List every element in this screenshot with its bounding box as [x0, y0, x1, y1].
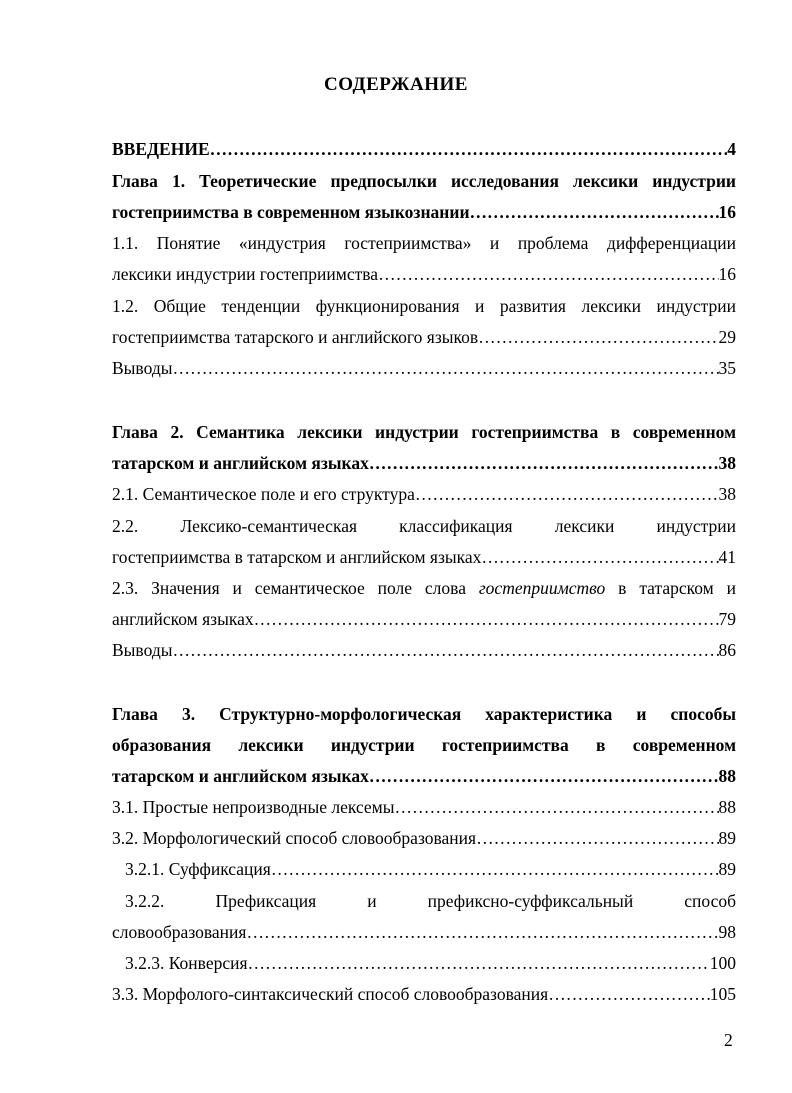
toc-page-number: 29 [718, 327, 736, 347]
leader-dots [476, 826, 718, 850]
leader-dots [248, 951, 710, 975]
toc-section-1-2-line1: 1.2. Общие тенденции функционирования и развития лексики индустрии [112, 296, 736, 316]
toc-chapter3-title-line1: Глава 3. Структурно-морфологическая характеристика и способы [112, 704, 736, 724]
leader-dots [481, 545, 718, 569]
leader-dots [415, 482, 719, 506]
leader-dots [369, 451, 719, 475]
toc-section-3-1 [112, 795, 736, 819]
toc-section-1-1-line2 [112, 262, 736, 286]
toc-chapter2-title-line2 [112, 451, 736, 475]
toc-entry-label: лексики индустрии гостеприимства [112, 264, 379, 284]
toc-chapter2-conclusions [112, 638, 736, 662]
toc-chapter1-conclusions [112, 356, 736, 380]
toc-page-number: 86 [718, 640, 736, 660]
toc-page-number: 79 [718, 609, 736, 629]
toc-section-3-2-2-line2 [112, 920, 736, 944]
leader-dots [369, 764, 719, 788]
leader-dots [478, 325, 718, 349]
toc-chapter1-title-line2 [112, 200, 736, 224]
toc-page-number: 98 [718, 922, 736, 942]
toc-section-3-2-2-line1: 3.2.2. Префиксация и префиксно-суффиксальный способ [125, 891, 736, 911]
toc-page-number: 35 [718, 358, 736, 378]
leader-dots [271, 857, 719, 881]
leader-dots [470, 200, 719, 224]
toc-page-number: 100 [709, 953, 736, 973]
toc-page-number: 16 [718, 202, 736, 222]
toc-page-number: 38 [718, 484, 736, 504]
toc-section-2-3-line1 [112, 576, 736, 600]
toc-section-2-1 [112, 482, 736, 506]
toc-section-3-2 [112, 826, 736, 850]
page-number: 2 [724, 1030, 733, 1050]
toc-section-3-2-1 [125, 857, 736, 881]
toc-section-1-2-line2 [112, 325, 736, 349]
toc-entry-label: 3.2.3. Конверсия [125, 953, 248, 973]
toc-entry-label: 3.1. Простые непроизводные лексемы [112, 797, 395, 817]
page-title: СОДЕРЖАНИЕ [324, 74, 468, 95]
leader-dots [395, 795, 719, 819]
toc-section-1-1-line1: 1.1. Понятие «индустрия гостеприимства» и проблема дифференциации [112, 233, 736, 253]
leader-dots [254, 607, 719, 631]
toc-entry-label: 2.1. Семантическое поле и его структура [112, 484, 415, 504]
toc-page-number: 105 [709, 984, 736, 1004]
toc-entry-label: 3.2.1. Суффиксация [125, 859, 271, 879]
toc-entry-label: татарском и английском языках [112, 766, 369, 786]
toc-section-2-2-line1: 2.2. Лексико-семантическая классификация лексики индустрии [112, 516, 736, 536]
leader-dots [246, 920, 718, 944]
toc-chapter3-title-line3 [112, 764, 736, 788]
toc-entry-label: татарском и английском языках [112, 453, 369, 473]
toc-page-number: 88 [718, 797, 736, 817]
toc-entry-label: гостеприимства в татарском и английском языках [112, 547, 482, 567]
toc-section-2-3-line2 [112, 607, 736, 631]
leader-dots [210, 137, 728, 161]
toc-entry-label: 2.3. Значения и семантическое поле слова [112, 578, 479, 598]
toc-chapter3-title-line2: образования лексики индустрии гостеприимства в современном [112, 735, 736, 755]
toc-entry-label: гостеприимства в современном языкознании [112, 202, 470, 222]
toc-section-3-2-3 [125, 951, 736, 975]
toc-entry-label: 3.2. Морфологический способ словообразования [112, 828, 477, 848]
toc-page-number: 88 [718, 766, 736, 786]
toc-entry-intro [112, 137, 736, 161]
toc-page-number: 89 [718, 859, 736, 879]
toc-entry-emphasis: гостеприимство [478, 578, 606, 598]
toc-entry-label: гостеприимства татарского и английского языков [112, 327, 479, 347]
toc-entry-label: в татарском и [605, 578, 736, 598]
toc-page-number: 41 [718, 547, 736, 567]
toc-chapter2-title-line1: Глава 2. Семантика лексики индустрии гостеприимства в современном [112, 422, 736, 442]
toc-page-number: 16 [718, 264, 736, 284]
leader-dots [172, 638, 718, 662]
toc-page-number: 4 [727, 139, 736, 159]
leader-dots [548, 982, 710, 1006]
toc-entry-label: Выводы [112, 640, 173, 660]
toc-entry-label: словообразования [112, 922, 247, 942]
toc-entry-label: английском языках [112, 609, 254, 629]
toc-entry-label: ВВЕДЕНИЕ [112, 139, 210, 159]
leader-dots [378, 262, 718, 286]
toc-section-2-2-line2 [112, 545, 736, 569]
toc-page-number: 89 [718, 828, 736, 848]
toc-entry-label: Выводы [112, 358, 173, 378]
toc-section-3-3 [112, 982, 736, 1006]
leader-dots [172, 356, 718, 380]
toc-chapter1-title-line1: Глава 1. Теоретические предпосылки исследования лексики индустрии [112, 171, 736, 191]
toc-page-number: 38 [718, 453, 736, 473]
toc-entry-label: 3.3. Морфолого-синтаксический способ словообразования [112, 984, 549, 1004]
